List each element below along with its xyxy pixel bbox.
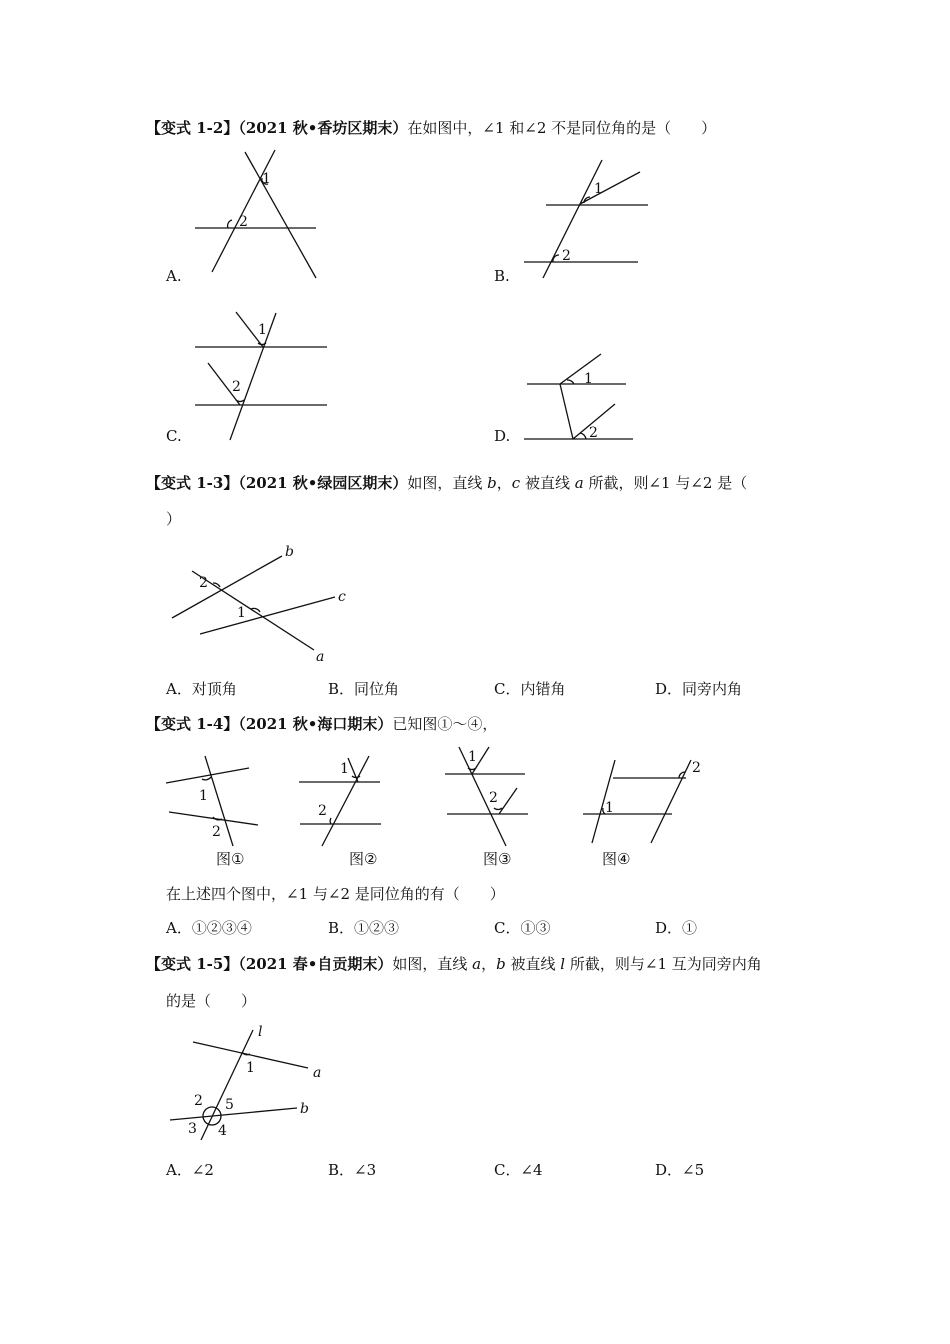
var-a: a bbox=[472, 955, 482, 973]
figure-1-2-c bbox=[195, 312, 327, 440]
option-d-label: D. bbox=[494, 427, 511, 445]
option-c: C．内错角 bbox=[494, 680, 566, 698]
figure-caption-4: 图④ bbox=[602, 850, 631, 868]
angle-label-2: 2 bbox=[194, 1093, 203, 1109]
line-label-b: b bbox=[285, 544, 294, 560]
figure-1-4-4 bbox=[583, 760, 701, 843]
option-a: A．①②③④ bbox=[166, 919, 252, 937]
figure-1-5 bbox=[170, 1024, 321, 1140]
var-b: b bbox=[487, 474, 497, 492]
question-text-post: 所截，则∠1 与∠2 是（ bbox=[583, 474, 748, 492]
option-a-label: A. bbox=[166, 267, 182, 285]
option-b: B．同位角 bbox=[328, 680, 400, 698]
angle-label-4: 4 bbox=[218, 1123, 227, 1139]
var-c: c bbox=[511, 474, 521, 492]
option-d: D．同旁内角 bbox=[655, 680, 743, 698]
option-b: B．①②③ bbox=[328, 919, 400, 937]
line-label-l: l bbox=[258, 1024, 263, 1040]
question-text: 在如图中，∠1 和∠2 不是同位角的是（ ） bbox=[407, 119, 717, 137]
question-text-pre: 如图，直线 bbox=[407, 474, 488, 492]
angle-label-1: 1 bbox=[605, 800, 614, 816]
figure-caption-1: 图① bbox=[216, 850, 245, 868]
line-label-a: a bbox=[316, 649, 325, 665]
angle-label-2: 2 bbox=[589, 425, 598, 441]
question-source: （2021 秋•海口期末） bbox=[238, 715, 393, 733]
figure-1-3 bbox=[172, 544, 346, 665]
question-source: （2021 秋•香坊区期末） bbox=[238, 119, 408, 137]
angle-label-1: 1 bbox=[468, 749, 477, 765]
var-a: a bbox=[574, 474, 584, 492]
angle-label-1: 1 bbox=[584, 371, 593, 387]
angle-label-1: 1 bbox=[594, 181, 603, 197]
angle-label-2: 2 bbox=[562, 248, 571, 264]
angle-label-2: 2 bbox=[212, 824, 221, 840]
question-1-5-stem bbox=[146, 954, 762, 974]
figure-1-2-d bbox=[524, 354, 633, 441]
angle-label-5: 5 bbox=[225, 1097, 234, 1113]
angle-label-3: 3 bbox=[188, 1121, 197, 1137]
option-b-label: B. bbox=[494, 267, 510, 285]
question-source: （2021 春•自贡期末） bbox=[238, 955, 393, 973]
question-1-4-question: 在上述四个图中，∠1 与∠2 是同位角的有（ ） bbox=[166, 885, 505, 903]
question-text-mid: 被直线 bbox=[505, 955, 561, 973]
angle-label-1: 1 bbox=[258, 322, 267, 338]
question-1-3-close: ） bbox=[166, 510, 182, 528]
var-b: b bbox=[496, 955, 506, 973]
question-tag: 【变式 1-5】 bbox=[146, 955, 239, 973]
option-a: A．∠2 bbox=[166, 1161, 214, 1179]
angle-label-1: 1 bbox=[262, 171, 271, 187]
question-tag: 【变式 1-4】 bbox=[146, 715, 239, 733]
comma: ， bbox=[481, 955, 497, 973]
figure-caption-2: 图② bbox=[349, 850, 378, 868]
question-text-pre: 如图，直线 bbox=[392, 955, 473, 973]
angle-label-2: 2 bbox=[232, 379, 241, 395]
question-1-4-stem bbox=[146, 714, 497, 734]
question-text-post: 所截，则与∠1 互为同旁内角 bbox=[565, 955, 762, 973]
angle-label-1: 1 bbox=[199, 788, 208, 804]
figure-caption-3: 图③ bbox=[483, 850, 512, 868]
question-1-5-line2: 的是（ ） bbox=[166, 992, 257, 1010]
figure-1-4-2 bbox=[299, 756, 381, 846]
option-b: B．∠3 bbox=[328, 1161, 377, 1179]
option-c: C．∠4 bbox=[494, 1161, 543, 1179]
option-d: D．∠5 bbox=[655, 1161, 705, 1179]
figure-1-4-1 bbox=[166, 756, 258, 846]
line-label-c: c bbox=[338, 589, 346, 605]
question-text: 已知图①～④， bbox=[392, 715, 498, 733]
line-label-a: a bbox=[313, 1065, 322, 1081]
question-1-3-stem bbox=[146, 473, 747, 493]
angle-label-1: 1 bbox=[237, 605, 246, 621]
line-label-b: b bbox=[300, 1101, 309, 1117]
question-source: （2021 秋•绿园区期末） bbox=[238, 474, 408, 492]
angle-label-2: 2 bbox=[489, 790, 498, 806]
question-tag: 【变式 1-3】 bbox=[146, 474, 239, 492]
option-d: D．① bbox=[655, 919, 698, 937]
question-tag: 【变式 1-2】 bbox=[146, 119, 239, 137]
question-text-mid: 被直线 bbox=[520, 474, 575, 492]
figure-1-4-3 bbox=[445, 747, 528, 846]
angle-label-2: 2 bbox=[239, 214, 248, 230]
figure-1-2-a bbox=[195, 150, 316, 278]
angle-label-2: 2 bbox=[318, 803, 327, 819]
option-c-label: C. bbox=[166, 427, 182, 445]
angle-label-2: 2 bbox=[199, 575, 208, 591]
angle-label-1: 1 bbox=[246, 1060, 255, 1076]
option-c: C．①③ bbox=[494, 919, 551, 937]
var-l: l bbox=[560, 955, 566, 973]
figure-1-2-b bbox=[524, 160, 648, 278]
option-a: A．对顶角 bbox=[166, 680, 237, 698]
angle-label-1: 1 bbox=[340, 761, 349, 777]
comma: ， bbox=[496, 474, 512, 492]
angle-label-2: 2 bbox=[692, 760, 701, 776]
